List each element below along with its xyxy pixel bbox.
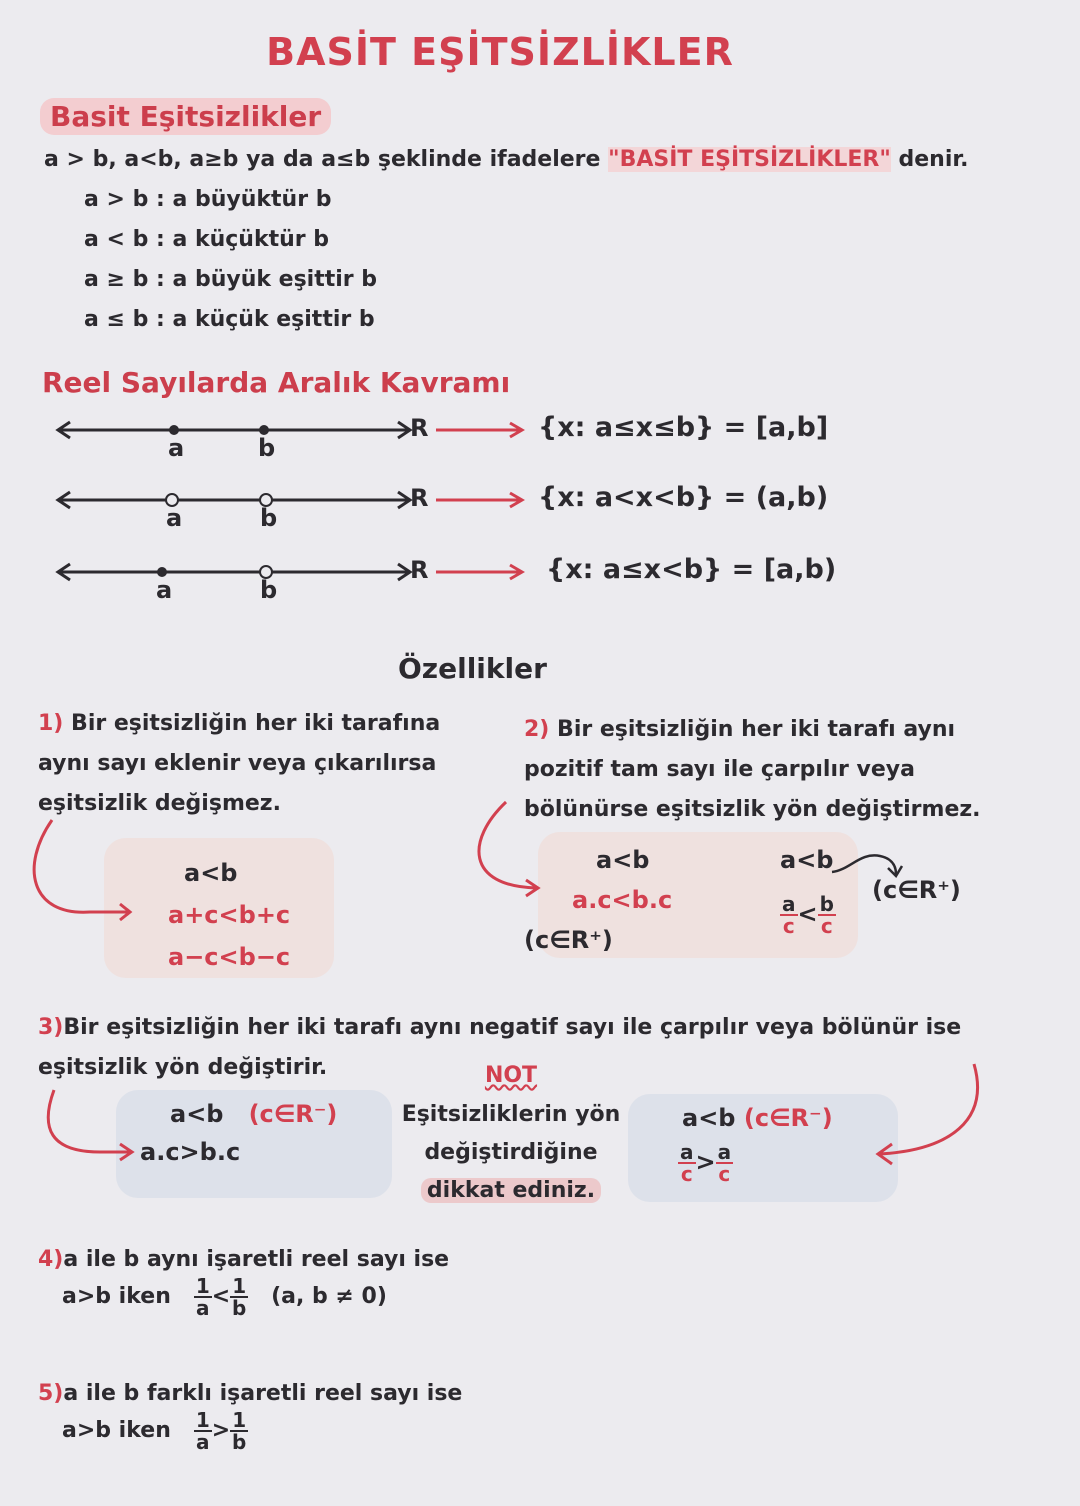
- point-b-label: b: [260, 504, 278, 532]
- interval-set: {x: a≤x<b} = [a,b): [546, 554, 837, 585]
- property-2-condition: (c∈R⁺): [524, 926, 613, 954]
- property-5-formula: a>b iken $\frac{1}{a}$ > $\frac{1}{b}$: [62, 1408, 247, 1454]
- definition-item: a ≥ b : a büyük eşittir b: [84, 267, 378, 292]
- properties-heading: Özellikler: [398, 652, 547, 685]
- page-title: BASİT EŞİTSİZLİKLER: [266, 30, 734, 74]
- property-2-product: a.c<b.c: [572, 886, 673, 914]
- arrow-icon: [40, 1088, 140, 1168]
- definition-item: a < b : a küçüktür b: [84, 227, 330, 252]
- interval-set: {x: a<x<b} = (a,b): [538, 482, 829, 513]
- note-line: Eşitsizliklerin yön: [401, 1102, 621, 1127]
- arrow-icon: [30, 816, 150, 926]
- property-2-right-top: a<b: [780, 846, 834, 874]
- property-2-division: $\frac{a}{c}$ < $\frac{b}{c}$: [782, 892, 834, 938]
- section-heading-basic: Basit Eşitsizlikler: [40, 100, 331, 133]
- section-heading-intervals: Reel Sayılarda Aralık Kavramı: [42, 366, 511, 399]
- definition-list: [84, 180, 377, 340]
- point-b-label: b: [258, 434, 276, 462]
- interval-set: {x: a≤x≤b} = [a,b]: [538, 412, 829, 443]
- arrow-icon: [436, 493, 522, 507]
- property-2-text: 2) Bir eşitsizliğin her iki tarafı aynı pozitif tam sayı ile çarpılır veya bölünürse eşitsizlik yön değiştirmez.: [524, 717, 981, 822]
- curved-arrow-icon: [830, 850, 910, 880]
- property-1-text: 1) Bir eşitsizliğin her iki tarafına aynı sayı eklenir veya çıkarılırsa eşitsizlik değişmez.: [38, 711, 441, 816]
- number-line: [0, 480, 1080, 540]
- point-b-label: b: [260, 576, 278, 604]
- number-line: [0, 410, 1080, 470]
- property-2-left-formula: a<b: [596, 846, 650, 874]
- axis-line: [58, 422, 410, 438]
- axis-label: R: [410, 556, 429, 584]
- arrow-icon: [436, 565, 522, 579]
- property-3-left-top: a<b (c∈R⁻): [170, 1100, 338, 1128]
- note-box: [396, 1056, 626, 1210]
- point-a-label: a: [156, 576, 173, 604]
- axis-line: [58, 564, 410, 580]
- axis-label: R: [410, 414, 429, 442]
- arrow-icon: [870, 1060, 990, 1170]
- definition-item: a > b : a büyüktür b: [84, 187, 332, 212]
- property-3-right-top: a<b (c∈R⁻): [682, 1104, 833, 1132]
- arrow-icon: [436, 423, 522, 437]
- definition-item: a ≤ b : a küçük eşittir b: [84, 307, 375, 332]
- note-label: NOT: [484, 1063, 538, 1088]
- property-3-text: 3)Bir eşitsizliğin her iki tarafı aynı negatif sayı ile çarpılır veya bölünür ise eşitsizlik yön değiştirir.: [38, 1015, 962, 1080]
- axis-line: [58, 492, 410, 508]
- number-line: [0, 552, 1080, 612]
- point-a-label: a: [166, 504, 183, 532]
- point-a-label: a: [168, 434, 185, 462]
- property-3-right-division: $\frac{a}{c}$ > $\frac{a}{c}$: [680, 1140, 732, 1186]
- intro-text: a > b, a<b, a≥b ya da a≤b şeklinde ifadelere "BASİT EŞİTSİZLİKLER" denir.: [44, 147, 969, 172]
- note-line: dikkat ediniz.: [396, 1172, 626, 1210]
- note-line: değiştirdiğine: [424, 1140, 598, 1165]
- property-4-text: 4)a ile b aynı işaretli reel sayı ise: [38, 1247, 450, 1272]
- property-5-text: 5)a ile b farklı işaretli reel sayı ise: [38, 1381, 463, 1406]
- arrow-icon: [466, 800, 566, 900]
- property-4-formula: a>b iken $\frac{1}{a}$ < $\frac{1}{b}$ (a, b ≠ 0): [62, 1274, 387, 1320]
- property-2-right-condition: (c∈R⁺): [872, 876, 961, 904]
- axis-label: R: [410, 484, 429, 512]
- property-3-left-bottom: a.c>b.c: [140, 1138, 241, 1166]
- property-1-formulas: a<b a+c<b+c a−c<b−c: [168, 859, 291, 971]
